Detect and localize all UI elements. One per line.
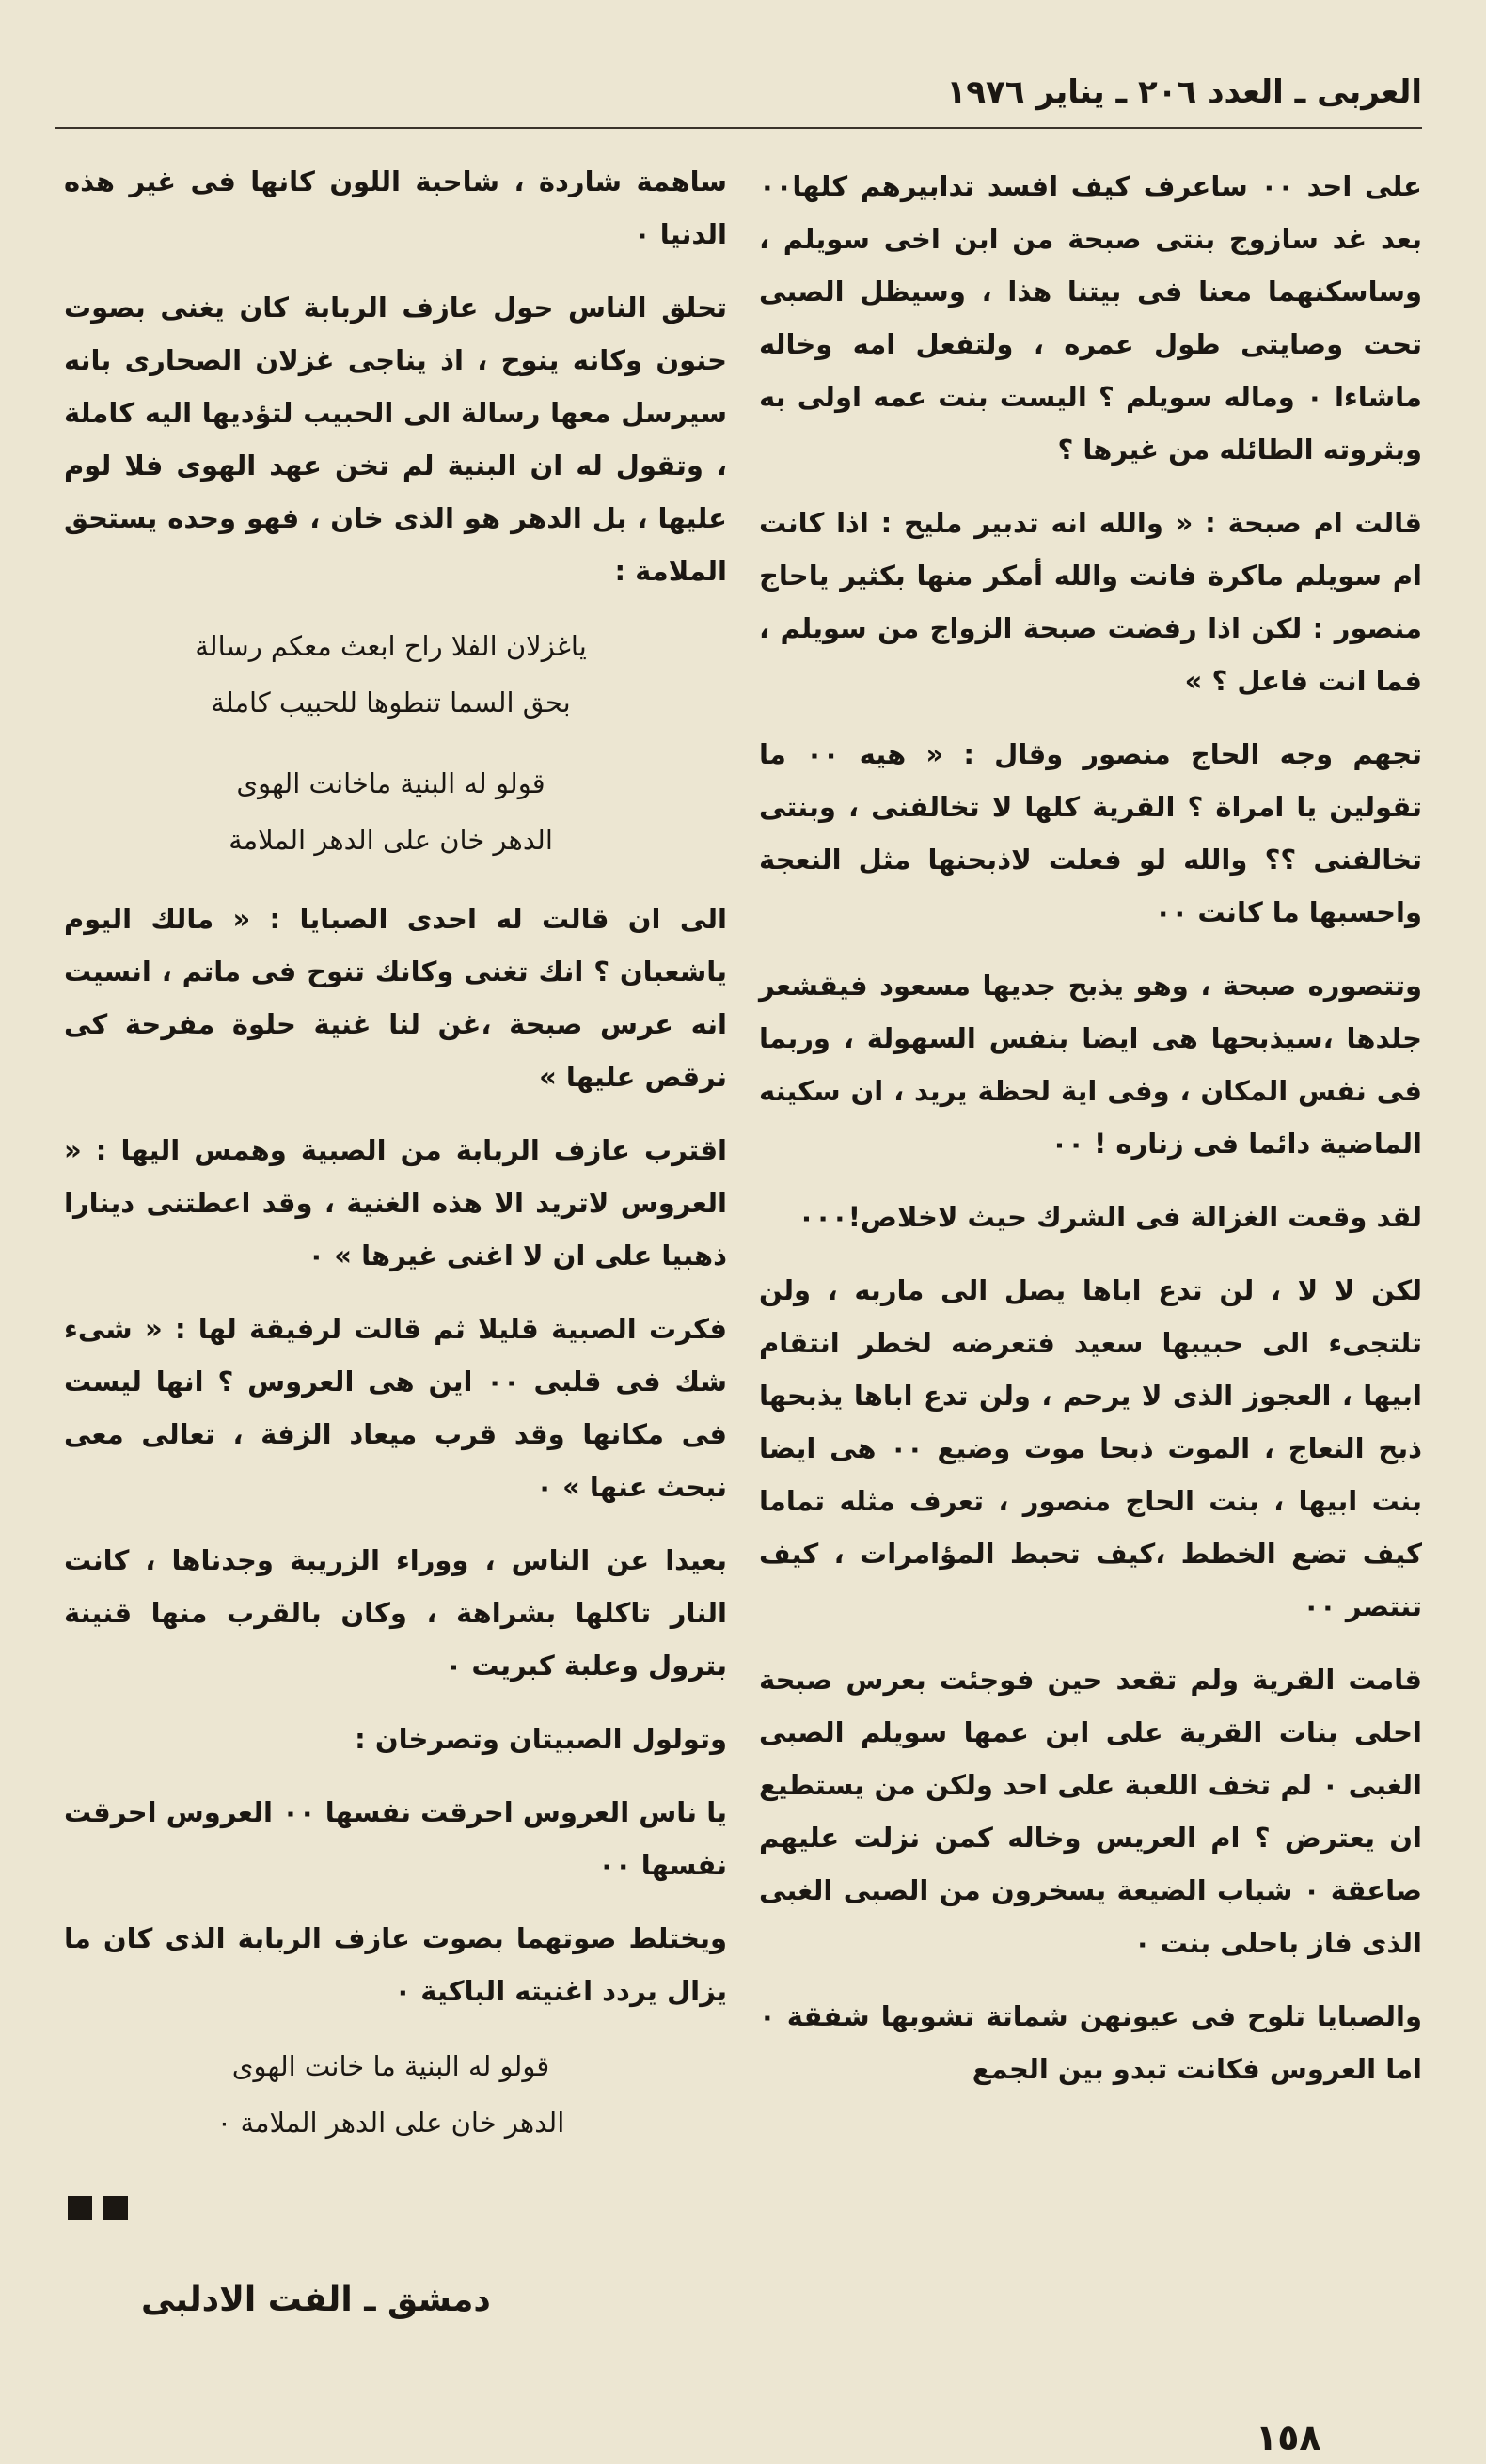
paragraph: لكن لا لا ، لن تدع اباها يصل الى ماربه ، ولن تلتجىء الى حبيبها سعيد فتعرضه لخطر انتقام ابيها ، العجوز الذى لا يرحم ، ولن تدع اباها يذبحها ذبح النعاج ، الموت ذبحا موت وضيع ٠٠ هى ايضا بنت ابيها ، بنت الحاج منصور ، تعرف مثله تماما كيف تضع الخطط ،كيف تحبط المؤامرات ، كيف تنتصر ٠٠ (759, 1274, 1422, 1622)
end-of-article-marks (68, 2196, 139, 2224)
verse-line: قولو له البنية ما خانت الهوى (231, 2050, 550, 2082)
running-header: العربى ـ العدد ٢٠٦ ـ يناير ١٩٧٦ (946, 73, 1422, 111)
paragraph: تحلق الناس حول عازف الربابة كان يغنى بصوت حنون وكانه ينوح ، اذ يناجى غزلان الصحارى بانه سيرسل معها رسالة الى الحبيب لتؤديها اليه كاملة ، وتقول له ان البنية لم تخن عهد الهوى فلا لوم عليها ، بل الدهر هو الذى خان ، فهو وحده يستحق الملامة : (64, 292, 727, 587)
verse-line: ياغزلان الفلا راح ابعث معكم رسالة (195, 630, 587, 662)
paragraph: وتتصوره صبحة ، وهو يذبح جديها مسعود فيقشعر جلدها ،سيذبحها هى ايضا بنفس السهولة ، وربما فى نفس المكان ، وفى اية لحظة يريد ، ان سكينه الماضية دائما فى زناره ! ٠٠ (759, 970, 1422, 1160)
paragraph: فكرت الصبية قليلا ثم قالت لرفيقة لها : « شىء شك فى قلبى ٠٠ اين هى العروس ؟ انها ليست فى مكانها وقد قرب ميعاد الزفة ، تعالى معى نبحث عنها » ٠ (64, 1313, 727, 1503)
paragraph: اقترب عازف الربابة من الصبية وهمس اليها : « العروس لاتريد الا هذه الغنية ، وقد اعطتنى دينارا ذهبيا على ان لا اغنى غيرها » ٠ (64, 1134, 727, 1271)
verse-line: قولو له البنية ماخانت الهوى (236, 767, 545, 799)
paragraph: يا ناس العروس احرقت نفسها ٠٠ العروس احرقت نفسها ٠٠ (64, 1796, 727, 1881)
verse-line: الدهر خان على الدهر الملامة (229, 824, 553, 856)
song-verse (64, 755, 727, 868)
paragraph: والصبايا تلوح فى عيونهن شماتة تشوبها شفقة ٠ اما العروس فكانت تبدو بين الجمع (759, 2000, 1422, 2085)
paragraph: ساهمة شاردة ، شاحبة اللون كانها فى غير هذه الدنيا ٠ (64, 166, 727, 250)
square-mark-icon (103, 2196, 128, 2220)
paragraph: بعيدا عن الناس ، ووراء الزريبة وجدناها ، كانت النار تاكلها بشراهة ، وكان بالقرب منها قنينة بترول وعلبة كبريت ٠ (64, 1544, 727, 1682)
right-column (759, 160, 1422, 2342)
paragraph: تجهم وجه الحاج منصور وقال : « هيه ٠٠ ما تقولين يا امراة ؟ القرية كلها لا تخالفنى ، وبنتى تخالفنى ؟؟ والله لو فعلت لاذبحنها مثل النعجة واحسبها ما كانت ٠٠ (759, 738, 1422, 928)
paragraph: لقد وقعت الغزالة فى الشرك حيث لاخلاص!٠٠٠ (798, 1201, 1422, 1233)
paragraph: وتولول الصبيتان وتصرخان : (355, 1723, 727, 1755)
left-column (64, 155, 727, 2337)
song-verse (64, 2038, 727, 2151)
header-rule (55, 127, 1422, 129)
paragraph: على احد ٠٠ ساعرف كيف افسد تدابيرهم كلها٠٠ بعد غد سازوج بنتى صبحة من ابن اخى سويلم ، وساسكنهما معنا فى بيتنا هذا ، وسيظل الصبى تحت وصايتى طول عمره ، ولتفعل امه وخاله ماشاءا ٠ وماله سويلم ؟ اليست بنت عمه اولى به وبثروته الطائله من غيرها ؟ (759, 170, 1422, 466)
author-signature: دمشق ـ الفت الادلبى (141, 2281, 491, 2319)
verse-line: الدهر خان على الدهر الملامة ٠ (216, 2107, 565, 2139)
paragraph: ويختلط صوتهما بصوت عازف الربابة الذى كان ما يزال يردد اغنيته الباكية ٠ (64, 1922, 727, 2007)
verse-line: بحق السما تنطوها للحبيب كاملة (211, 687, 571, 719)
paragraph: قالت ام صبحة : « والله انه تدبير مليح : اذا كانت ام سويلم ماكرة فانت والله أمكر منها بكثير ياحاج منصور : لكن اذا رفضت صبحة الزواج من سويلم ، فما انت فاعل ؟ » (759, 507, 1422, 697)
square-mark-icon (68, 2196, 92, 2220)
paragraph: قامت القرية ولم تقعد حين فوجئت بعرس صبحة احلى بنات القرية على ابن عمها سويلم الصبى الغبى ٠ لم تخف اللعبة على احد ولكن من يستطيع ان يعترض ؟ ام العريس وخاله كمن نزلت عليهم صاعقة ٠ شباب الضيعة يسخرون من الصبى الغبى الذى فاز باحلى بنت ٠ (759, 1664, 1422, 1959)
song-verse (64, 618, 727, 731)
paragraph: الى ان قالت له احدى الصبايا : « مالك اليوم ياشعبان ؟ انك تغنى وكانك تنوح فى ماتم ، انسيت انه عرس صبحة ،غن لنا غنية حلوة مفرحة كى نرقص عليها » (64, 903, 727, 1093)
page-number: ١٥٨ (1256, 2417, 1321, 2458)
